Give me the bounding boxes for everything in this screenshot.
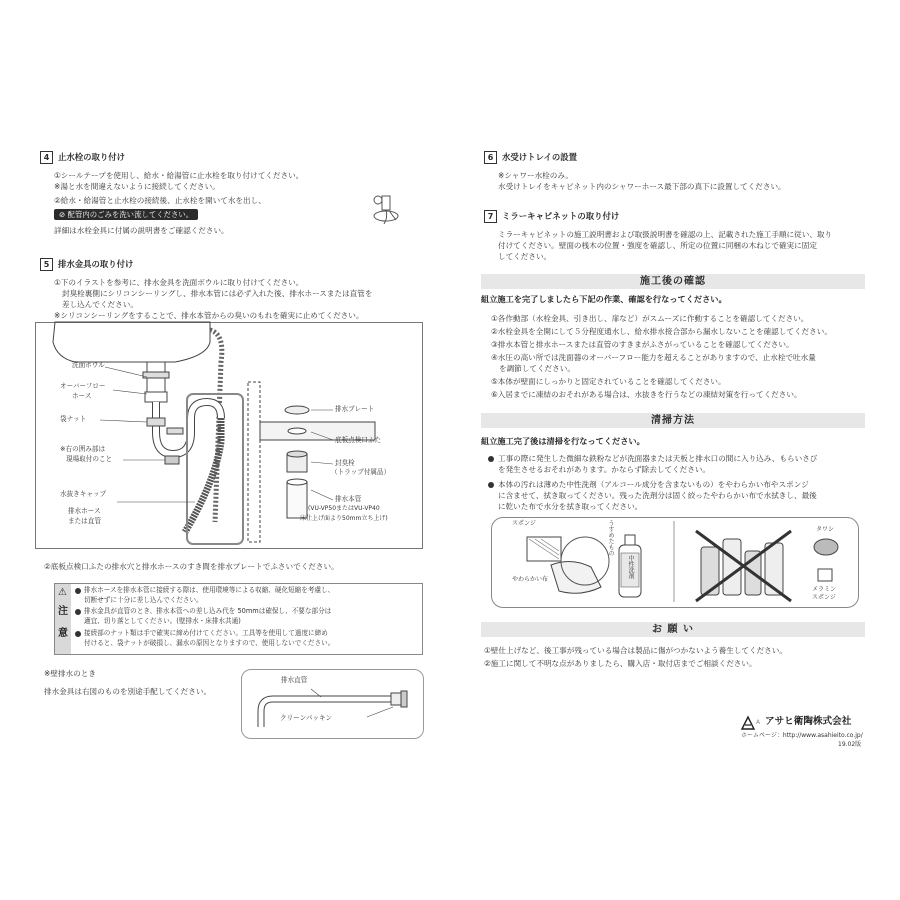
check-header-bar — [481, 274, 865, 289]
label-drain-plate: 排水プレート — [335, 405, 375, 413]
label-drain-straight-pipe: 排水直管 — [281, 676, 308, 684]
faucet-flush-illustration — [368, 190, 408, 230]
sec5-line-1: ①下のイラストを参考に、排水金具を洗面ボウルに取り付けてください。 — [54, 278, 304, 287]
check-item-5: ⑤本体が壁面にしっかりと固定されていることを確認してください。 — [491, 377, 726, 386]
label-note-2: 現場取付のこと — [66, 455, 113, 463]
company-logo-mark — [741, 716, 757, 730]
section-7-title: ミラーキャビネットの取り付け — [502, 211, 620, 221]
check-item-2: ②水栓金具を全開にして５分程度通水し、給水排水接合部から漏水しないことを確認してください。 — [491, 327, 832, 336]
warning-icon: ⚠ — [58, 587, 67, 598]
label-overflow: オーバーフロー — [60, 382, 106, 390]
caution-1-line-1: 排水ホースを排水本管に接続する際は、使用環境等による収縮、硬化短縮を考慮し、 — [84, 586, 335, 594]
sec6-line-1: ※シャワー水栓のみ。 — [498, 171, 574, 180]
sec5-line-5: ②底板点検口ふたの排水穴と排水ホースのすき間を排水プレートでふさいでください。 — [44, 562, 339, 571]
request-item-2: ②施工に関して不明な点がありましたら、購入店・取付店までご相談ください。 — [484, 659, 757, 668]
caution-bullet-1 — [75, 588, 81, 594]
sec4-line-4: 詳細は水栓金具に付属の説明書をご確認ください。 — [54, 226, 229, 235]
caution-bullet-2 — [75, 609, 81, 615]
caution-2-line-1: 排水金具が直管のとき、排水本管への差し込み代を 50mmは確保し、不要な部分は — [84, 607, 332, 615]
version-label: 19.02版 — [838, 741, 862, 748]
label-melamine-1: メラミン — [812, 586, 837, 593]
caution-3-line-2: 付けると、袋ナットが破損し、漏水の原因となりますので、使用しないでください。 — [84, 639, 335, 647]
caution-label-2: 意 — [58, 628, 68, 639]
clean-header-bar — [481, 413, 865, 428]
label-trap-1: 封臭栓 — [335, 459, 355, 467]
check-item-1: ①各作動部（水栓金具、引き出し、扉など）がスムーズに作動することを確認してください。 — [491, 314, 809, 323]
sec7-line-2: 付けてください。壁面の桟木の位置・強度を確認し、所定の位置に同梱の木ねじで確実に固定 — [498, 241, 817, 250]
clean-b2-line-2: に含ませて、拭き取ってください。残った洗剤分は固く絞ったやわらかい布で水拭きし、最後 — [498, 491, 817, 500]
sec4-line-2: ※湯と水を間違えないように接続してください。 — [54, 182, 220, 191]
clean-header: 清掃方法 — [651, 415, 695, 426]
check-header: 施工後の確認 — [640, 276, 706, 287]
label-trap-2: （トラップ付属品） — [331, 468, 391, 476]
caution-label-1: 注 — [58, 606, 68, 617]
label-diluted: うすめたもの — [607, 520, 614, 556]
cleaning-illustration — [491, 517, 857, 606]
section-4-title: 止水栓の取り付け — [58, 152, 125, 162]
label-bag-nut: 袋ナット — [60, 415, 87, 423]
label-main-pipe-3: 床仕上げ面より50mm立ち上げ) — [300, 515, 388, 522]
label-main-pipe-1: 排水本管 — [335, 495, 362, 503]
label-clean-packing: クリーンパッキン — [280, 714, 333, 722]
clean-bullet-2 — [488, 482, 494, 488]
caution-bullet-3 — [75, 631, 81, 637]
clean-intro: 組立施工完了後は清掃を行なってください。 — [481, 436, 645, 446]
request-header: お 願 い — [652, 624, 694, 635]
sec4-pill-text: 配管内のごみを洗い流してください。 — [67, 210, 194, 219]
label-melamine-2: スポンジ — [812, 594, 836, 601]
sec6-line-2: 水受けトレイをキャビネット内のシャワーホース最下部の真下に設置してください。 — [498, 182, 786, 191]
sec5-line-3: 差し込んでください。 — [62, 300, 138, 309]
sec4-warning-pill — [54, 209, 198, 220]
sec4-line-3: ②給水・給湯管と止水栓の接続後、止水栓を開いて水を出し、 — [54, 196, 266, 205]
check-intro: 組立施工を完了しましたら下記の作業、確認を行なってください。 — [481, 294, 727, 304]
clean-b2-line-1: 本体の汚れは薄めた中性洗剤（アルコール成分を含まないもの）をやわらかい布やスポンジ — [498, 480, 809, 489]
caution-3-line-1: 接続部のナット類は手で確実に締め付けてください。工具等を使用して過度に締め — [84, 629, 328, 637]
section-5-number: 5 — [40, 258, 53, 271]
section-6-title: 水受けトレイの設置 — [502, 152, 577, 162]
label-main-pipe-2: (VU-VP50またはVU-VP40 — [308, 505, 380, 512]
label-drain-hose-1: 排水ホース — [68, 507, 101, 515]
section-5-title: 排水金具の取り付け — [58, 259, 134, 269]
label-inspection-lid: 底板点検口ふた — [335, 436, 382, 444]
label-tawashi: タワシ — [816, 526, 835, 533]
wall-drain-pipe-illustration — [241, 669, 422, 737]
check-item-6: ⑥入居までに凍結のおそれがある場合は、水抜きを行うなどの凍結対策を行ってください。 — [491, 390, 802, 399]
sec5-line-4: ※シリコンシーリングをすることで、排水本管からの臭いのもれを確実に止めてください。 — [54, 311, 364, 320]
clean-b1-line-1: 工事の際に発生した微細な鉄粉などが洗面器または天板と排水口の間に入り込み、もらいさび — [498, 454, 818, 463]
check-item-4a: ④水圧の高い所では洗面器のオーバーフロー能力を超えることがありますので、止水栓で吐水量 — [491, 353, 816, 362]
clean-bullet-1 — [488, 456, 494, 462]
section-6-number: 6 — [484, 151, 497, 164]
request-header-bar — [481, 622, 865, 637]
sec7-line-3: してください。 — [498, 252, 552, 261]
label-neutral-detergent: 中性洗剤 — [627, 555, 634, 579]
caution-2-line-2: 適宜、切り落としてください。(壁排水・床排水共通) — [84, 617, 241, 625]
clean-b1-line-2: を発生させるおそれがあります。かならず除去してください。 — [498, 465, 711, 474]
clean-b2-line-3: に乾いた布で水分を拭き取ってください。 — [498, 502, 643, 511]
wall-drain-line: 排水金具は右図のものを別途手配してください。 — [44, 687, 212, 696]
section-4-number: 4 — [40, 151, 53, 164]
company-name: アサヒ衛陶株式会社 — [765, 716, 852, 727]
label-soft-cloth: やわらかい布 — [512, 576, 549, 583]
homepage-url: ホームページ：http://www.asahieito.co.jp/ — [741, 732, 863, 739]
section-7-number: 7 — [484, 210, 497, 223]
label-overflow-hose: ホース — [72, 392, 92, 400]
prohibit-icon: ⊘ — [59, 210, 68, 219]
label-drain-cap: 水抜きキャップ — [60, 490, 107, 498]
sec5-line-2: 封臭栓裏側にシリコンシーリングし、排水本管には必ず入れた後、排水ホースまたは直管を — [62, 289, 373, 298]
label-note-1: ※右の囲み部は — [60, 445, 106, 453]
label-bowl: 洗面ボウル — [72, 361, 105, 369]
check-item-4b: を調節してください。 — [499, 364, 575, 373]
label-sponge: スポンジ — [512, 520, 536, 527]
sec7-line-1: ミラーキャビネットの施工説明書および取扱説明書を確認の上、記載された施工手順に従い、取り — [498, 230, 833, 239]
sec4-line-1: ①シールテープを使用し、給水・給湯管に止水栓を取り付けてください。 — [54, 171, 304, 180]
request-item-1: ①壁仕上げなど、後工事が残っている場合は製品に傷がつかないよう養生してください。 — [484, 646, 787, 655]
logo-letter: A — [756, 719, 761, 726]
label-drain-hose-2: または直管 — [68, 517, 101, 525]
caution-1-line-2: 切断せずに十分に差し込んでください。 — [84, 596, 203, 604]
wall-drain-title: ※壁排水のとき — [44, 669, 96, 678]
check-item-3: ③排水本管と排水ホースまたは直管のすきまがふさがっていることを確認してください。 — [491, 340, 794, 349]
